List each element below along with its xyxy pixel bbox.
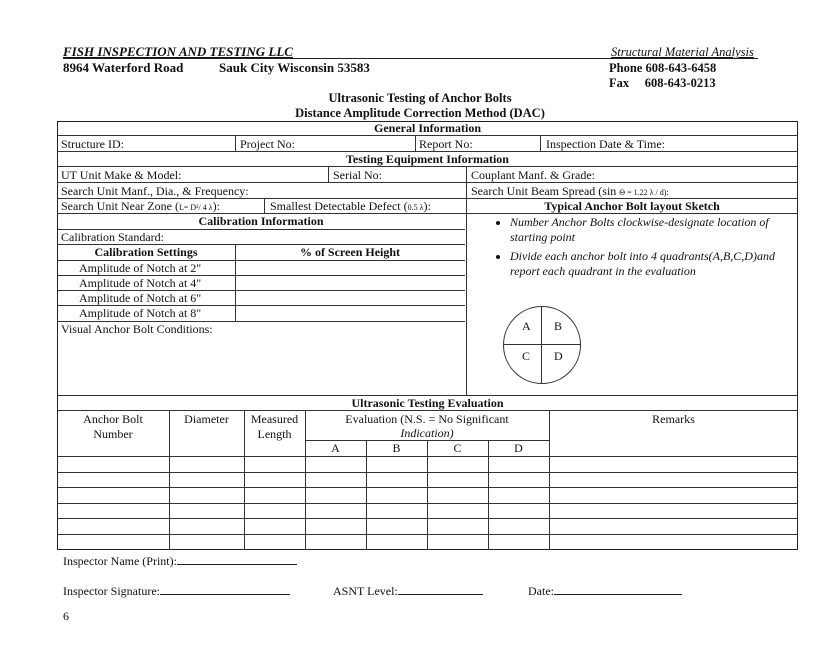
quadrant-d-label: D	[554, 349, 563, 363]
diameter-column-header: Diameter	[184, 412, 229, 426]
department-name: Structural Material Analysis	[611, 45, 754, 59]
date-line[interactable]	[554, 582, 682, 595]
col-line	[328, 166, 329, 182]
asnt-level-label: ASNT Level:	[333, 584, 398, 598]
col-line	[540, 135, 541, 151]
evaluation-heading: Ultrasonic Testing Evaluation	[351, 396, 504, 410]
calibration-settings-heading: Calibration Settings	[94, 245, 198, 259]
smallest-defect-formula: 0.5 λ	[407, 203, 424, 212]
eval-col-c: C	[453, 441, 462, 455]
report-no-label: Report No:	[419, 137, 473, 151]
search-unit-label: Search Unit Manf., Dia., & Frequency:	[61, 184, 249, 198]
beam-spread-formula: Θ = 1.22 λ / d):	[619, 188, 669, 197]
inspector-name-field	[63, 552, 297, 569]
inspector-name-line[interactable]	[177, 552, 297, 565]
row-line	[57, 135, 798, 136]
col-line	[366, 440, 367, 550]
screen-height-heading: % of Screen Height	[299, 245, 401, 259]
quadrant-a-label: A	[522, 319, 531, 333]
sketch-heading: Typical Anchor Bolt layout Sketch	[544, 199, 720, 213]
anchor-bolt-number-header: Number	[93, 427, 133, 441]
notch-2-label: Amplitude of Notch at 2"	[79, 261, 202, 275]
quadrant-c-label: C	[522, 349, 531, 363]
col-line	[488, 440, 489, 550]
date-label: Date:	[528, 584, 554, 598]
length-column-header: Length	[257, 427, 292, 441]
col-line	[235, 135, 236, 151]
equipment-heading: Testing Equipment Information	[346, 152, 509, 166]
anchor-bolt-column-header: Anchor Bolt	[83, 412, 143, 426]
smallest-defect-label: Smallest Detectable Defect (0.5 λ):	[270, 199, 431, 213]
row-line	[57, 182, 798, 183]
company-city: Sauk City Wisconsin 53583	[219, 60, 370, 75]
measured-column-header: Measured	[250, 412, 299, 426]
row-line	[57, 166, 798, 167]
sketch-bullet-numbering: • Number Anchor Bolts clockwise-designate location of starting point	[510, 215, 797, 245]
serial-no-label: Serial No:	[333, 168, 382, 182]
inspector-signature-line[interactable]	[160, 582, 290, 595]
inspector-signature-label: Inspector Signature:	[63, 584, 160, 598]
inspector-signature-field	[63, 582, 290, 599]
company-name: FISH INSPECTION AND TESTING LLC	[63, 44, 293, 59]
date-field	[528, 582, 682, 599]
quadrant-b-label: B	[554, 319, 563, 333]
near-zone-label: Search Unit Near Zone (L= D²/ 4 λ):	[61, 199, 220, 213]
quadrant-divider-vertical	[541, 307, 542, 383]
phone-number: Phone 608-643-6458	[609, 61, 717, 75]
eval-col-a: A	[331, 441, 340, 455]
fax-number: Fax 608-643-0213	[609, 76, 716, 90]
general-info-heading: General Information	[374, 121, 481, 135]
anchor-bolt-quadrant-diagram	[503, 306, 581, 384]
eval-col-d: D	[514, 441, 523, 455]
col-line	[549, 410, 550, 550]
couplant-label: Couplant Manf. & Grade:	[471, 168, 595, 182]
ut-unit-label: UT Unit Make & Model:	[61, 168, 182, 182]
project-no-label: Project No:	[240, 137, 295, 151]
visual-conditions-label: Visual Anchor Bolt Conditions:	[61, 322, 213, 336]
notch-6-label: Amplitude of Notch at 6"	[79, 291, 202, 305]
asnt-level-line[interactable]	[398, 582, 483, 595]
col-line	[415, 135, 416, 151]
notch-4-label: Amplitude of Notch at 4"	[79, 276, 202, 290]
evaluation-note: Indication)	[400, 426, 454, 440]
company-street: 8964 Waterford Road	[63, 60, 184, 75]
calibration-standard-label: Calibration Standard:	[61, 230, 164, 244]
eval-col-b: B	[392, 441, 401, 455]
quadrant-divider-horizontal	[504, 344, 580, 345]
sketch-instructions	[484, 215, 797, 283]
page-number: 6	[63, 609, 69, 623]
near-zone-formula: L= D²/ 4 λ	[178, 203, 213, 212]
inspection-date-label: Inspection Date & Time:	[546, 137, 665, 151]
inspector-name-label: Inspector Name (Print):	[63, 554, 177, 568]
notch-8-label: Amplitude of Notch at 8"	[79, 306, 202, 320]
remarks-column-header: Remarks	[652, 412, 695, 426]
col-line	[169, 410, 170, 550]
col-line	[427, 440, 428, 550]
structure-id-label: Structure ID:	[61, 137, 124, 151]
beam-spread-label: Search Unit Beam Spread (sin Θ = 1.22 λ / d):	[471, 184, 669, 198]
form-subtitle: Distance Amplitude Correction Method (DAC)	[295, 106, 545, 120]
form-title: Ultrasonic Testing of Anchor Bolts	[328, 91, 512, 105]
evaluation-column-header: Evaluation (N.S. = No Significant	[345, 412, 509, 426]
calibration-heading: Calibration Information	[198, 214, 324, 228]
sketch-bullet-quadrants: • Divide each anchor bolt into 4 quadrants(A,B,C,D)and report each quadrant in the evaluation	[510, 249, 797, 279]
col-line	[264, 198, 265, 213]
asnt-level-field	[333, 582, 483, 599]
